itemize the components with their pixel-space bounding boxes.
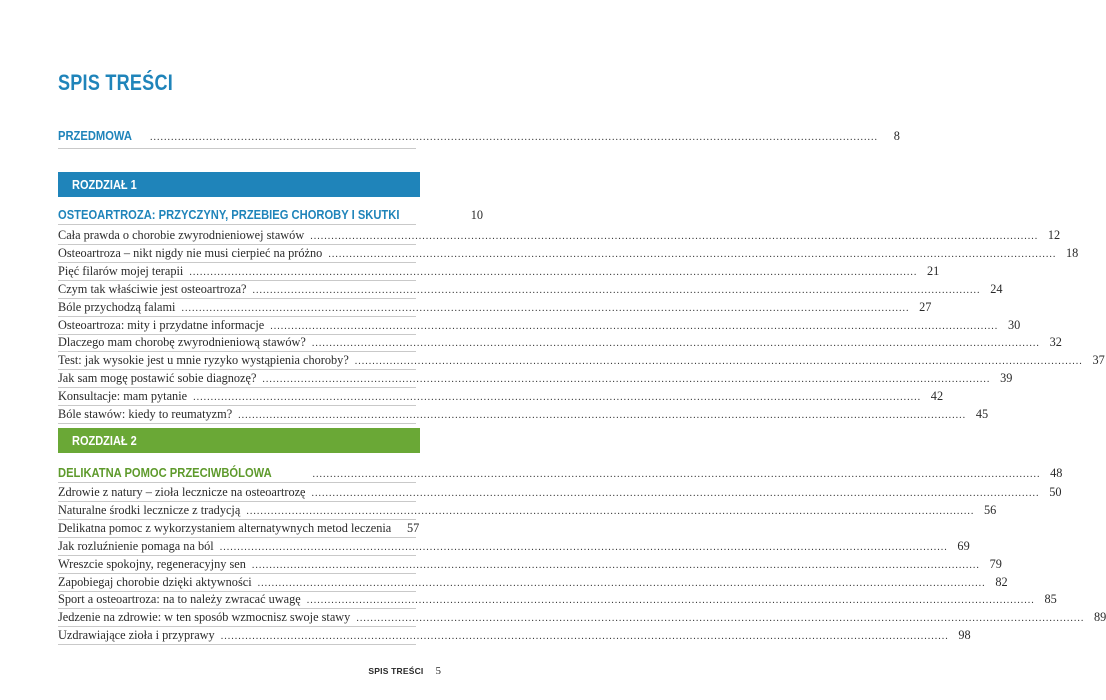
toc-entry-page: 56	[984, 502, 997, 517]
toc-heading-label: DELIKATNA POMOC PRZECIWBÓLOWA	[58, 465, 272, 480]
toc-entry-page: 57	[406, 520, 420, 535]
toc-entry-label: Osteoartroza – nikt nigdy nie musi cierpieć na próżno	[58, 245, 323, 260]
dot-leader	[312, 485, 1040, 503]
toc-entry[interactable]	[58, 226, 1061, 245]
toc-heading-page: 10	[470, 208, 484, 222]
toc-entry-page: 24	[990, 281, 1003, 296]
toc-entry[interactable]	[58, 483, 1062, 502]
toc-entry-page: 42	[930, 389, 944, 404]
toc-entry-page: 45	[975, 407, 989, 421]
toc-entry-label: Konsultacje: mam pytanie	[58, 389, 188, 404]
toc-entry-page: 89	[1094, 610, 1106, 625]
page-number: 5	[435, 665, 441, 677]
toc-entry-label: Naturalne środki lecznicze z tradycją	[58, 502, 241, 517]
toc-entry-page: 98	[958, 628, 971, 643]
chapter-2-label: ROZDZIAŁ 2	[72, 433, 137, 448]
toc-entry[interactable]	[58, 387, 944, 406]
dot-leader	[356, 610, 1084, 628]
dot-leader	[355, 353, 1083, 371]
toc-entry[interactable]	[58, 351, 1105, 370]
toc-entry-label: Sport a osteoartroza: na to należy zwracać uwagę	[58, 592, 301, 607]
toc-entry[interactable]	[58, 590, 1057, 609]
toc-entry[interactable]	[58, 573, 1008, 592]
toc-entry[interactable]	[58, 555, 1002, 574]
toc-entry-page: 79	[989, 556, 1002, 571]
toc-entry-page: 32	[1049, 335, 1062, 350]
toc-entry-label: Wreszcie spokojny, regeneracyjny sen	[58, 556, 246, 571]
chapter-2-band	[58, 428, 420, 453]
toc-entry[interactable]	[58, 262, 940, 281]
toc-entry[interactable]	[58, 405, 989, 424]
toc-entry[interactable]	[58, 369, 1013, 388]
toc-entry[interactable]	[58, 333, 1062, 352]
toc-entry-label: Test: jak wysokie jest u mnie ryzyko wystąpienia choroby?	[58, 353, 349, 368]
toc-entry[interactable]	[58, 501, 997, 520]
divider	[58, 148, 416, 149]
chapter-1-label: ROZDZIAŁ 1	[72, 177, 137, 192]
toc-entry[interactable]	[58, 537, 970, 556]
dot-leader	[328, 246, 1056, 264]
toc-entry-page: 12	[1047, 228, 1061, 242]
toc-entry-label: Jak rozluźnienie pomaga na ból	[58, 538, 214, 553]
toc-entry-label: Delikatna pomoc z wykorzystaniem alternatywnych metod leczenia	[58, 520, 392, 535]
toc-preface[interactable]	[58, 127, 900, 145]
toc-entry-page: 50	[1049, 485, 1062, 499]
toc-entry-label: Czym tak właściwie jest osteoartroza?	[58, 281, 247, 296]
toc-entry-label: Uzdrawiające zioła i przyprawy	[58, 628, 215, 643]
toc-entry[interactable]	[58, 244, 1079, 263]
dot-leader	[312, 466, 1040, 484]
dot-leader	[221, 628, 949, 646]
toc-entry-label: Bóle przychodzą falami	[58, 299, 176, 314]
dot-leader	[238, 407, 966, 425]
toc-entry[interactable]	[58, 608, 1106, 627]
toc-entry[interactable]	[58, 519, 420, 538]
toc-preface-page: 8	[893, 129, 900, 143]
toc-entry-label: Pięć filarów mojej terapii	[58, 263, 184, 278]
toc-entry-label: Dlaczego mam chorobę zwyrodnieniową stawów?	[58, 335, 306, 350]
chapter-1-band	[58, 172, 420, 197]
toc-heading-label: OSTEOARTROZA: PRZYCZYNY, PRZEBIEG CHOROBY I SKUTKI	[58, 207, 400, 222]
toc-chapter-2-heading[interactable]	[58, 464, 1063, 482]
toc-entry[interactable]	[58, 626, 971, 645]
dot-leader	[312, 335, 1040, 353]
toc-entry-page: 39	[1000, 371, 1013, 386]
page-title: SPIS TREŚCI	[58, 70, 173, 95]
dot-leader	[150, 129, 878, 147]
toc-entry-label: Jak sam mogę postawić sobie diagnozę?	[58, 371, 257, 386]
toc-entry-label: Osteoartroza: mity i przydatne informacje	[58, 317, 265, 332]
toc-entry-page: 69	[957, 538, 970, 553]
toc-entry[interactable]	[58, 280, 1003, 299]
page-footer	[300, 664, 441, 678]
toc-entry-page: 85	[1044, 592, 1057, 607]
toc-chapter-1-heading[interactable]	[58, 206, 484, 224]
toc-entry-label: Zdrowie z natury – zioła lecznicze na osteoartrozę	[58, 485, 306, 499]
toc-entry-label: Zapobiegaj chorobie dzięki aktywności	[58, 574, 252, 589]
toc-entry-label: Jedzenie na zdrowie: w ten sposób wzmocnisz swoje stawy	[58, 610, 351, 625]
toc-entry-label: Cała prawda o chorobie zwyrodnieniowej stawów	[58, 228, 305, 242]
footer-running-head: SPIS TREŚCI	[368, 666, 424, 676]
toc-entry-page: 21	[927, 263, 940, 278]
toc-entry-page: 30	[1007, 317, 1021, 332]
toc-entry-page: 27	[919, 299, 932, 314]
toc-preface-label: PRZEDMOWA	[58, 128, 132, 143]
toc-entry-page: 82	[995, 574, 1008, 589]
toc-entry-label: Bóle stawów: kiedy to reumatyzm?	[58, 407, 233, 421]
dot-leader	[310, 228, 1038, 246]
toc-entry-page: 37	[1092, 353, 1105, 368]
toc-entry[interactable]	[58, 298, 932, 317]
toc-entry-page: 18	[1066, 245, 1079, 260]
toc-heading-page: 48	[1050, 466, 1063, 480]
toc-entry[interactable]	[58, 316, 1021, 335]
divider	[58, 224, 416, 225]
